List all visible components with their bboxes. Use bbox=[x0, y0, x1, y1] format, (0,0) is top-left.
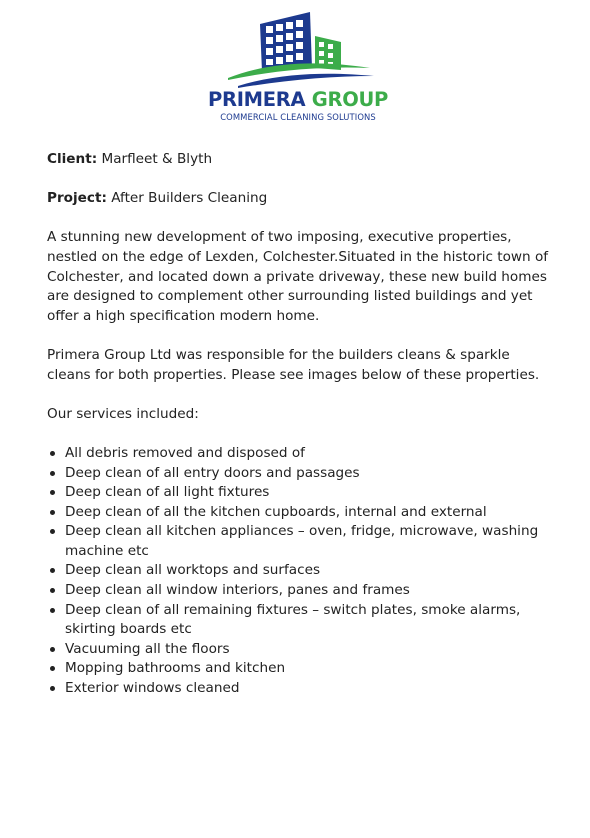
list-item-text: Mopping bathrooms and kitchen bbox=[65, 660, 286, 677]
company-logo bbox=[198, 10, 398, 124]
bullet-icon bbox=[50, 686, 55, 691]
bullet-icon bbox=[50, 666, 55, 671]
list-item-text: Deep clean of all light fixtures bbox=[65, 484, 270, 501]
list-item bbox=[47, 503, 557, 523]
company-tagline: COMMERCIAL CLEANING SOLUTIONS bbox=[220, 112, 376, 122]
services-intro: Our services included: bbox=[47, 405, 199, 422]
project-value: After Builders Cleaning bbox=[111, 190, 268, 207]
list-item bbox=[47, 581, 557, 601]
list-item-text: Deep clean all worktops and surfaces bbox=[65, 562, 321, 579]
company-name-primary: PRIMERA bbox=[207, 88, 312, 111]
responsibility-paragraph: Primera Group Ltd was responsible for the builders cleans & sparkle cleans for both properties. Please see images below of these properties. bbox=[47, 346, 540, 383]
bullet-icon bbox=[50, 510, 55, 515]
list-item-text: Deep clean of all entry doors and passages bbox=[65, 464, 360, 481]
client-value: Marfleet & Blyth bbox=[101, 151, 213, 167]
bullet-icon bbox=[50, 490, 55, 495]
list-item-text: Deep clean all window interiors, panes and frames bbox=[65, 582, 410, 599]
bullet-icon bbox=[50, 588, 55, 593]
bullet-icon bbox=[50, 451, 55, 456]
list-item bbox=[47, 679, 557, 699]
list-item-text: Deep clean all kitchen appliances – oven, fridge, microwave, washing machine etc bbox=[65, 523, 539, 559]
bullet-icon bbox=[50, 568, 55, 573]
list-item-text: Exterior windows cleaned bbox=[65, 680, 240, 697]
bullet-icon bbox=[50, 529, 55, 534]
bullet-icon bbox=[50, 471, 55, 476]
list-item-text: Deep clean of all the kitchen cupboards, internal and external bbox=[65, 503, 487, 520]
list-item bbox=[47, 659, 557, 679]
client-label: Client: bbox=[47, 151, 98, 167]
description-paragraph: A stunning new development of two imposing, executive properties, nestled on the edge of Lexden, Colchester.Situated in the historic town of Colchester, and located down a private driveway, these new build homes are designed to complement other surrounding listed buildings and yet offer a high specification modern home. bbox=[47, 229, 549, 324]
project-label: Project: bbox=[47, 190, 107, 207]
list-item-text: Vacuuming all the floors bbox=[65, 640, 230, 657]
list-item-text: All debris removed and disposed of bbox=[65, 444, 305, 461]
list-item bbox=[47, 640, 557, 660]
list-item-text: Deep clean of all remaining fixtures – switch plates, smoke alarms, skirting boards etc bbox=[65, 601, 521, 638]
bullet-icon bbox=[50, 647, 55, 652]
bullet-icon bbox=[50, 608, 55, 613]
services-list bbox=[47, 444, 557, 699]
list-item bbox=[47, 464, 557, 484]
document-body bbox=[47, 150, 557, 699]
company-name-accent: GROUP bbox=[311, 88, 389, 111]
list-item bbox=[47, 444, 557, 464]
list-item bbox=[47, 522, 557, 561]
company-name bbox=[198, 89, 398, 111]
list-item bbox=[47, 561, 557, 581]
client-line bbox=[47, 150, 557, 170]
list-item bbox=[47, 601, 557, 640]
buildings-logo-graphic bbox=[198, 10, 398, 90]
list-item bbox=[47, 483, 557, 503]
project-line bbox=[47, 189, 557, 209]
